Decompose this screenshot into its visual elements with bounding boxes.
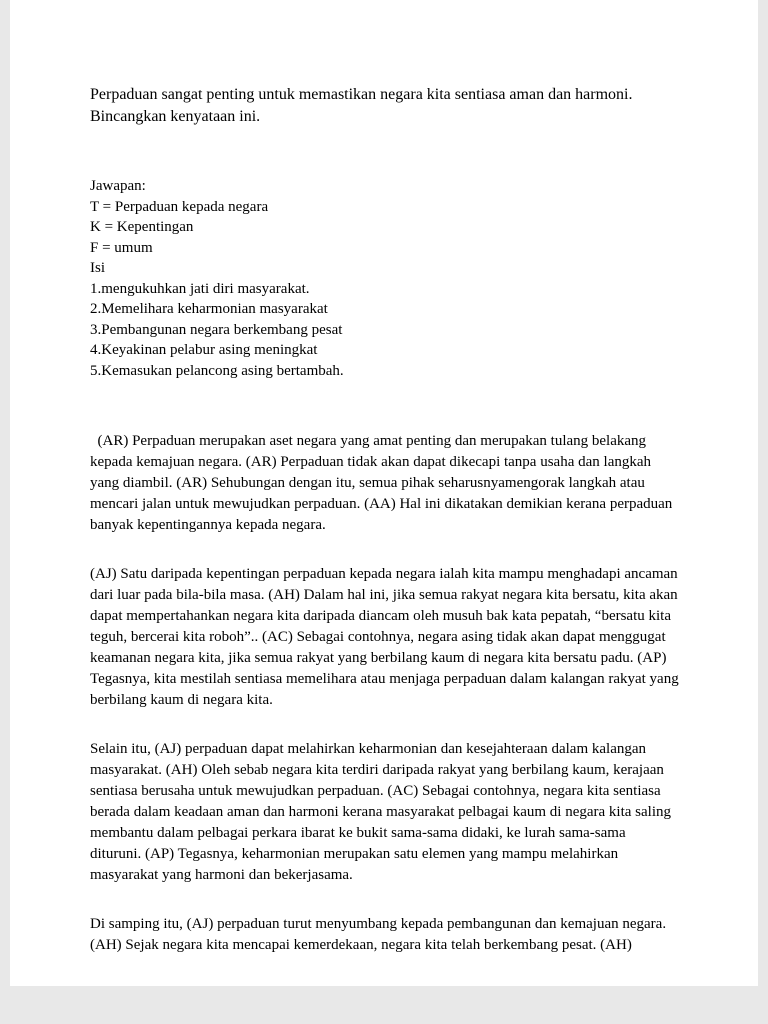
outline-line: 3.Pembangunan negara berkembang pesat [90, 321, 343, 338]
document-page [10, 0, 758, 986]
outline-line: F = umum [90, 239, 153, 256]
outline-line: 5.Kemasukan pelancong asing bertambah. [90, 362, 344, 379]
essay-paragraph: Di samping itu, (AJ) perpaduan turut menyumbang kepada pembangunan dan kemajuan negara. (AH) Sejak negara kita mencapai kemerdekaan, negara kita telah berkembang pesat. (AH) [90, 916, 670, 953]
outline-line: 4.Keyakinan pelabur asing meningkat [90, 342, 318, 358]
essay-paragraph: Selain itu, (AJ) perpaduan dapat melahirkan keharmonian dan kesejahteraan dalam kalangan masyarakat. (AH) Oleh sebab negara kita terdiri daripada rakyat yang berbilang kaum, kerajaan sentiasa berusaha untuk mewujudkan perpaduan. (AC) Sebagai contohnya, negara kita sentiasa berada dalam keadaan aman dan harmoni kerana masyarakat pelbagai kaum di negara kita saling membantu dalam pelbagai perkara ibarat ke bukit sama-sama didaki, ke lurah sama-sama dituruni. (AP) Tegasnya, keharmonian merupakan satu elemen yang mampu melahirkan masyarakat yang harmoni dan bekerjasama. [90, 741, 675, 883]
essay-paragraph: (AJ) Satu daripada kepentingan perpaduan kepada negara ialah kita mampu menghadapi ancaman dari luar pada bila-bila masa. (AH) Dalam hal ini, jika semua rakyat negara kita bersatu, kita akan dapat mempertahankan negara kita daripada diancam oleh musuh bak kata pepatah, “bersatu kita teguh, bercerai kita roboh”.. (AC) Sebagai contohnya, negara asing tidak akan dapat menggugat keamanan negara kita, jika semua rakyat yang berbilang kaum di negara kita bersatu padu. (AP) Tegasnya, kita mestilah sentiasa memelihara atau menjaga perpaduan dalam kalangan rakyat yang berbilang kaum di negara kita. [90, 566, 683, 708]
outline-line: 2.Memelihara keharmonian masyarakat [90, 301, 328, 317]
outline-line: T = Perpaduan kepada negara [90, 198, 269, 215]
outline-line: K = Kepentingan [90, 219, 194, 235]
outline-line: 1.mengukuhkan jati diri masyarakat. [90, 280, 310, 297]
answer-label: Jawapan: [90, 178, 146, 194]
answer-outline [90, 176, 680, 381]
outline-line: Isi [90, 260, 105, 276]
essay-question: Perpaduan sangat penting untuk memastikan negara kita sentiasa aman dan harmoni. Bincangkan kenyataan ini. [90, 86, 633, 125]
essay-paragraph: (AR) Perpaduan merupakan aset negara yang amat penting dan merupakan tulang belakang kepada kemajuan negara. (AR) Perpaduan tidak akan dapat dikecapi tanpa usaha dan langkah yang diambil. (AR) Sehubungan dengan itu, semua pihak seharusnyamengorak langkah atau mencari jalan untuk mewujudkan perpaduan. (AA) Hal ini dikatakan demikian kerana perpaduan banyak kepentingannya kepada negara. [90, 433, 677, 533]
